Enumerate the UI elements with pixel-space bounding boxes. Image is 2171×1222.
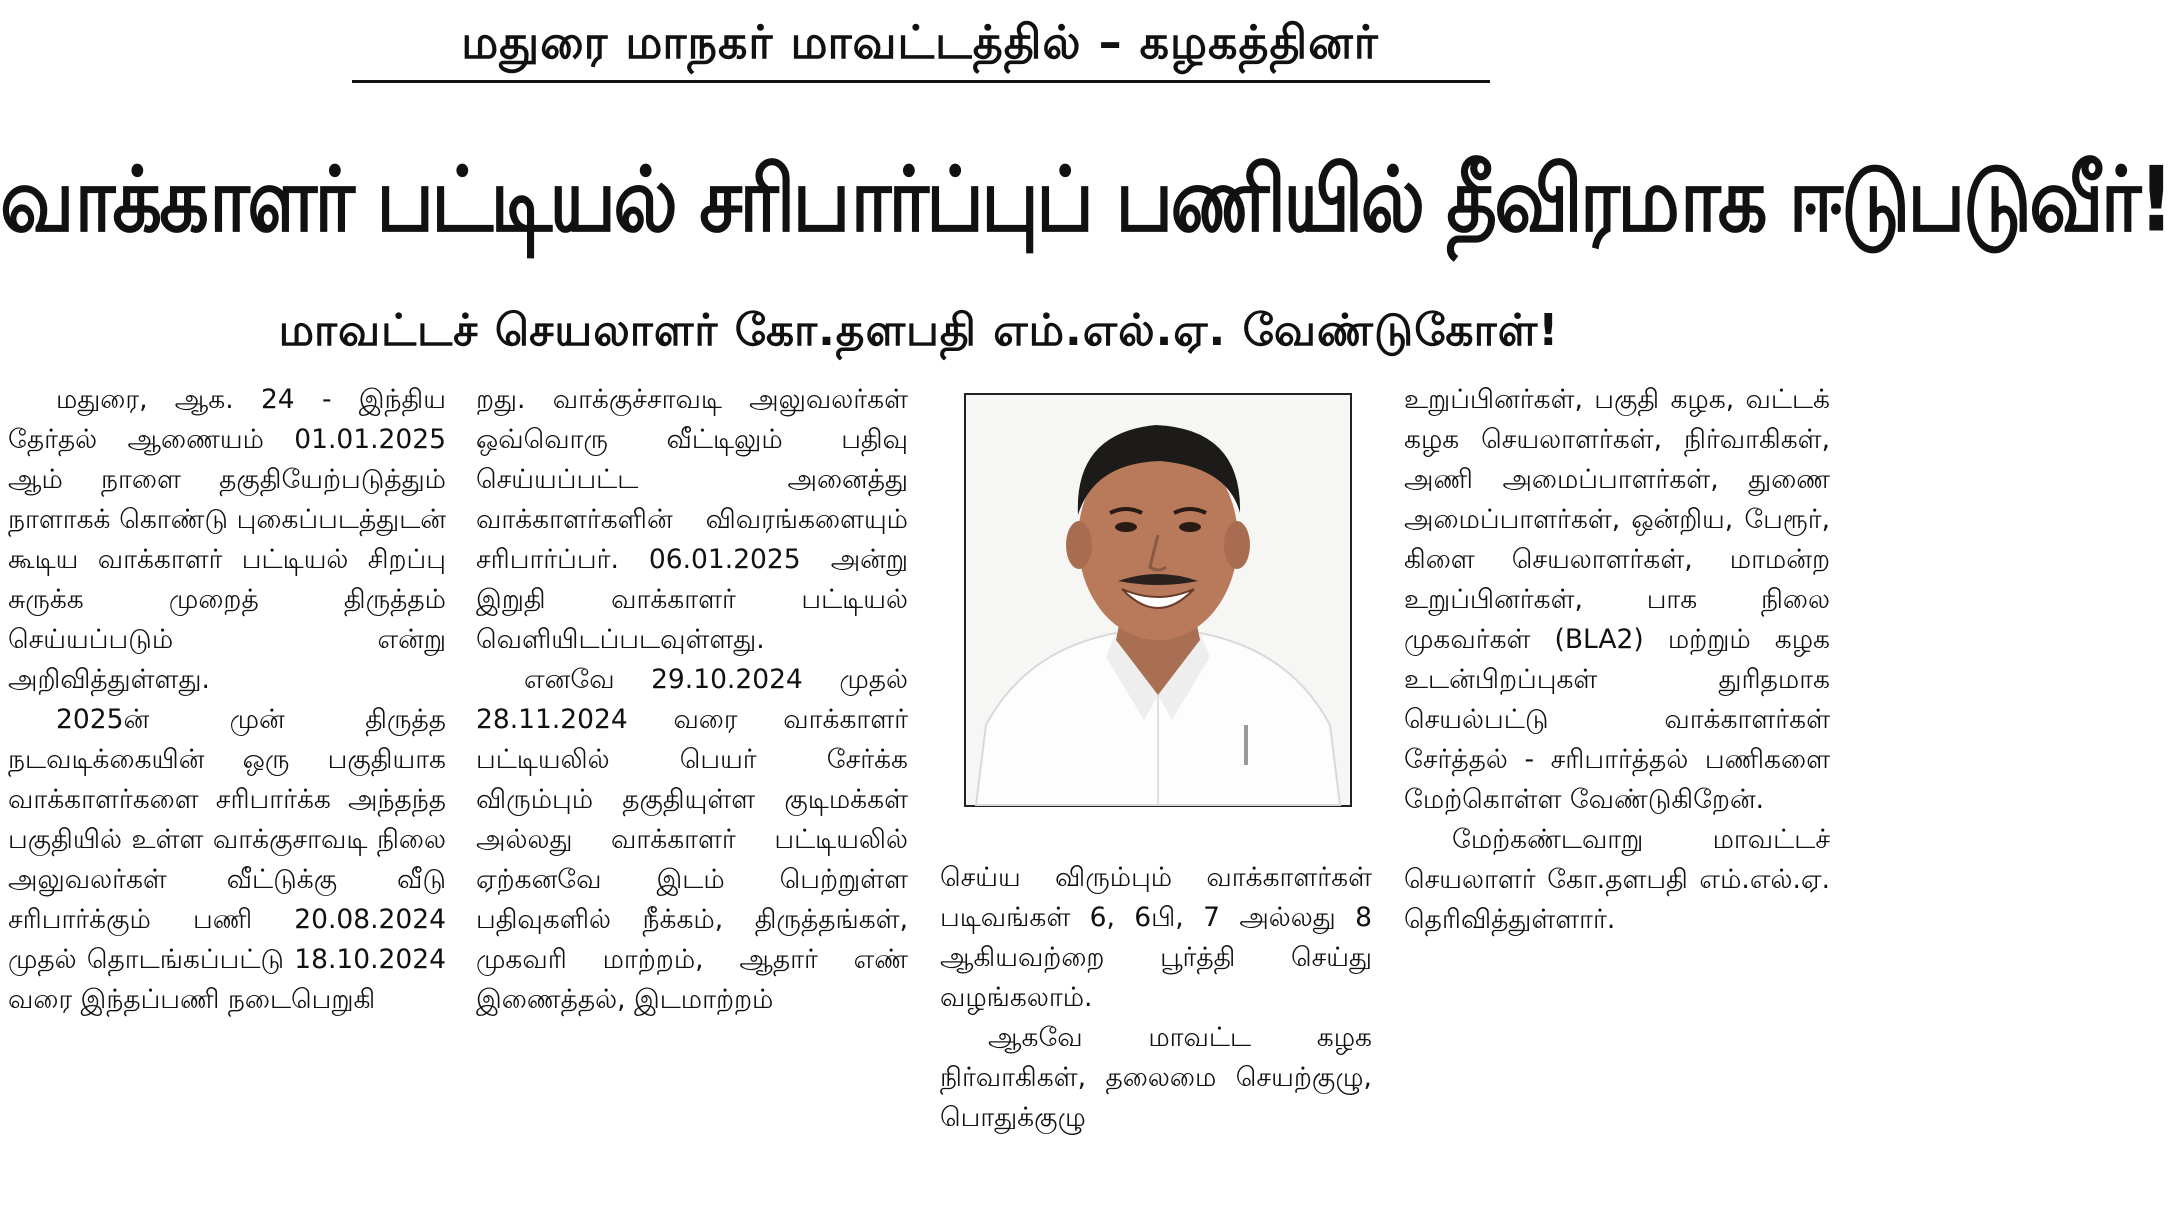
kicker-line: மதுரை மாநகர் மாவட்டத்தில் – கழகத்தினர் xyxy=(461,15,1379,69)
article-column-1 xyxy=(8,380,446,1220)
paragraph: ஆகவே மாவட்ட கழக நிர்வாகிகள், தலைமை செயற்குழு, பொதுக்குழு xyxy=(940,1022,1372,1133)
paragraph: மதுரை, ஆக. 24 - இந்திய தேர்தல் ஆணையம் 01.01.2025 ஆம் நாளை தகுதியேற்படுத்தும் நாளாகக் கொண்டு புகைப்படத்துடன் கூடிய வாக்காளர் பட்டியல் சிறப்பு சுருக்க முறைத் திருத்தம் செய்யப்படும் என்று அறிவித்துள்ளது. xyxy=(8,384,446,695)
paragraph: 2025ன் முன் திருத்த நடவடிக்கையின் ஒரு பகுதியாக வாக்காளர்களை சரிபார்க்க அந்தந்த பகுதியில் உள்ள வாக்குசாவடி நிலை அலுவலர்கள் வீட்டுக்கு வீடு சரிபார்க்கும் பணி 20.08.2024 முதல் தொடங்கப்பட்டு 18.10.2024 வரை இந்தப்பணி நடைபெறுகி xyxy=(8,704,446,1015)
article-column-2 xyxy=(476,380,908,1220)
headline: வாக்காளர் பட்டியல் சரிபார்ப்புப் பணியில் தீவிரமாக ஈடுபடுவீர்! xyxy=(0,148,2171,253)
portrait-photo xyxy=(964,393,1352,807)
article-column-3 xyxy=(940,858,1372,1220)
article-column-4 xyxy=(1404,380,1830,1220)
paragraph: மேற்கண்டவாறு மாவட்டச் செயலாளர் கோ.தளபதி எம்.எல்.ஏ. தெரிவித்துள்ளார். xyxy=(1404,824,1830,935)
kicker-underline xyxy=(352,80,1490,83)
paragraph: றது. வாக்குச்சாவடி அலுவலர்கள் ஒவ்வொரு வீட்டிலும் பதிவு செய்யப்பட்ட அனைத்து வாக்காளர்களின் விவரங்களையும் சரிபார்ப்பர். 06.01.2025 அன்று இறுதி வாக்காளர் பட்டியல் வெளியிடப்படவுள்ளது. xyxy=(476,384,908,655)
paragraph: செய்ய விரும்பும் வாக்காளர்கள் படிவங்கள் 6, 6பி, 7 அல்லது 8 ஆகியவற்றை பூர்த்தி செய்து வழங்கலாம். xyxy=(940,862,1372,1013)
paragraph: உறுப்பினர்கள், பகுதி கழக, வட்டக் கழக செயலாளர்கள், நிர்வாகிகள், அணி அமைப்பாளர்கள், துணை அமைப்பாளர்கள், ஒன்றிய, பேரூர், கிளை செயலாளர்கள், மாமன்ற உறுப்பினர்கள், பாக நிலை முகவர்கள் (BLA2) மற்றும் கழக உடன்பிறப்புகள் துரிதமாக செயல்பட்டு வாக்காளர்கள் சேர்த்தல் - சரிபார்த்தல் பணிகளை மேற்கொள்ள வேண்டுகிறேன். xyxy=(1404,384,1830,815)
paragraph: எனவே 29.10.2024 முதல் 28.11.2024 வரை வாக்காளர் பட்டியலில் பெயர் சேர்க்க விரும்பும் தகுதியுள்ள குடிமக்கள் அல்லது வாக்காளர் பட்டியலில் ஏற்கனவே இடம் பெற்றுள்ள பதிவுகளில் நீக்கம், திருத்தங்கள், முகவரி மாற்றம், ஆதார் எண் இணைத்தல், இடமாற்றம் xyxy=(476,664,908,1015)
subheadline: மாவட்டச் செயலாளர் கோ.தளபதி எம்.எல்.ஏ. வேண்டுகோள்! xyxy=(278,305,1560,356)
portrait-illustration xyxy=(966,395,1350,805)
